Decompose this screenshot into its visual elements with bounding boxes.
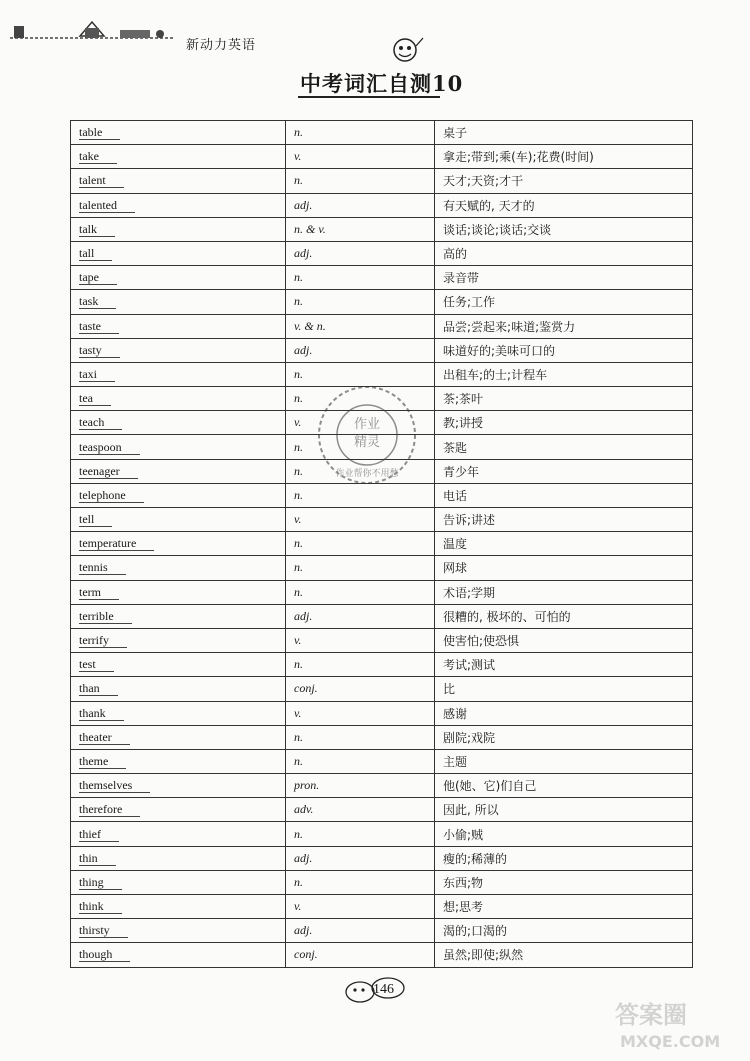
pos-cell: n. bbox=[286, 266, 435, 290]
stamp-middle-text: 精灵 bbox=[353, 435, 381, 450]
meaning-cell: 很糟的, 极坏的、可怕的 bbox=[435, 604, 693, 628]
word-cell bbox=[71, 145, 286, 169]
word-cell bbox=[71, 628, 286, 652]
word-cell bbox=[71, 749, 286, 773]
pos-cell: adj. bbox=[286, 604, 435, 628]
meaning-cell: 教;讲授 bbox=[435, 411, 693, 435]
pos-cell: n. bbox=[286, 653, 435, 677]
stamp-top-text: 作业 bbox=[353, 417, 381, 432]
word-text: take bbox=[79, 149, 117, 164]
vocab-row bbox=[71, 217, 693, 241]
pos-cell: adj. bbox=[286, 193, 435, 217]
word-cell bbox=[71, 387, 286, 411]
word-cell bbox=[71, 580, 286, 604]
pos-cell: v. bbox=[286, 628, 435, 652]
word-cell bbox=[71, 943, 286, 967]
vocab-row bbox=[71, 749, 693, 773]
meaning-cell: 桌子 bbox=[435, 121, 693, 145]
word-cell bbox=[71, 604, 286, 628]
meaning-cell: 剧院;戏院 bbox=[435, 725, 693, 749]
vocab-row bbox=[71, 798, 693, 822]
word-text: temperature bbox=[79, 536, 154, 551]
word-cell bbox=[71, 677, 286, 701]
word-cell bbox=[71, 725, 286, 749]
vocab-table bbox=[70, 120, 693, 968]
word-text: though bbox=[79, 947, 130, 962]
word-text: teenager bbox=[79, 464, 138, 479]
meaning-cell: 考试;测试 bbox=[435, 653, 693, 677]
word-cell bbox=[71, 483, 286, 507]
vocab-row bbox=[71, 701, 693, 725]
pos-cell: n. bbox=[286, 290, 435, 314]
pos-cell: n. & v. bbox=[286, 217, 435, 241]
vocab-row bbox=[71, 677, 693, 701]
word-cell bbox=[71, 314, 286, 338]
meaning-cell: 使害怕;使恐惧 bbox=[435, 628, 693, 652]
pos-cell: v. bbox=[286, 411, 435, 435]
pos-cell: v. bbox=[286, 508, 435, 532]
word-cell bbox=[71, 919, 286, 943]
word-cell bbox=[71, 459, 286, 483]
word-text: talented bbox=[79, 198, 135, 213]
site-watermark bbox=[610, 995, 750, 1055]
word-cell bbox=[71, 121, 286, 145]
meaning-cell: 茶匙 bbox=[435, 435, 693, 459]
word-text: telephone bbox=[79, 488, 144, 503]
word-text: teaspoon bbox=[79, 440, 140, 455]
word-cell bbox=[71, 556, 286, 580]
pos-cell: pron. bbox=[286, 774, 435, 798]
word-text: test bbox=[79, 657, 114, 672]
vocab-row bbox=[71, 169, 693, 193]
word-text: theme bbox=[79, 754, 126, 769]
pos-cell: adj. bbox=[286, 846, 435, 870]
pos-cell: n. bbox=[286, 121, 435, 145]
word-cell bbox=[71, 508, 286, 532]
word-text: terrify bbox=[79, 633, 127, 648]
pos-cell: adv. bbox=[286, 798, 435, 822]
meaning-cell: 天才;天资;才干 bbox=[435, 169, 693, 193]
word-cell bbox=[71, 169, 286, 193]
meaning-cell: 味道好的;美味可口的 bbox=[435, 338, 693, 362]
meaning-cell: 品尝;尝起来;味道;鉴赏力 bbox=[435, 314, 693, 338]
meaning-cell: 东西;物 bbox=[435, 870, 693, 894]
word-text: term bbox=[79, 585, 119, 600]
word-cell bbox=[71, 798, 286, 822]
word-text: talent bbox=[79, 173, 124, 188]
meaning-cell: 渴的;口渴的 bbox=[435, 919, 693, 943]
meaning-cell: 谈话;谈论;谈话;交谈 bbox=[435, 217, 693, 241]
word-cell bbox=[71, 266, 286, 290]
word-text: than bbox=[79, 681, 118, 696]
meaning-cell: 感谢 bbox=[435, 701, 693, 725]
word-cell bbox=[71, 895, 286, 919]
word-text: taste bbox=[79, 319, 119, 334]
pos-cell: n. bbox=[286, 556, 435, 580]
word-text: teach bbox=[79, 415, 122, 430]
meaning-cell: 青少年 bbox=[435, 459, 693, 483]
pos-cell: n. bbox=[286, 725, 435, 749]
vocab-row bbox=[71, 774, 693, 798]
vocab-row bbox=[71, 604, 693, 628]
vocab-row bbox=[71, 145, 693, 169]
word-text: talk bbox=[79, 222, 115, 237]
pos-cell: v. & n. bbox=[286, 314, 435, 338]
word-text: tape bbox=[79, 270, 117, 285]
stamp-ring-text: 作业帮你不用愁 bbox=[335, 469, 399, 479]
word-text: tasty bbox=[79, 343, 120, 358]
pos-cell: n. bbox=[286, 459, 435, 483]
word-cell bbox=[71, 435, 286, 459]
meaning-cell: 高的 bbox=[435, 241, 693, 265]
pos-cell: n. bbox=[286, 435, 435, 459]
watermark-url-text: MXQE.COM bbox=[620, 1032, 721, 1051]
pos-cell: conj. bbox=[286, 677, 435, 701]
watermark-cn-text: 答案圈 bbox=[615, 1001, 687, 1029]
vocab-row bbox=[71, 241, 693, 265]
word-text: tea bbox=[79, 391, 111, 406]
meaning-cell: 网球 bbox=[435, 556, 693, 580]
vocab-row bbox=[71, 895, 693, 919]
word-cell bbox=[71, 870, 286, 894]
pos-cell: adj. bbox=[286, 241, 435, 265]
meaning-cell: 电话 bbox=[435, 483, 693, 507]
vocab-row bbox=[71, 846, 693, 870]
word-text: tell bbox=[79, 512, 112, 527]
series-title: 新动力英语 bbox=[186, 38, 257, 53]
word-cell bbox=[71, 774, 286, 798]
word-cell bbox=[71, 217, 286, 241]
meaning-cell: 小偷;贼 bbox=[435, 822, 693, 846]
meaning-cell: 虽然;即使;纵然 bbox=[435, 943, 693, 967]
pos-cell: adj. bbox=[286, 338, 435, 362]
word-text: thin bbox=[79, 851, 116, 866]
pos-cell: n. bbox=[286, 362, 435, 386]
meaning-cell: 因此, 所以 bbox=[435, 798, 693, 822]
meaning-cell: 拿走;带到;乘(车);花费(时间) bbox=[435, 145, 693, 169]
vocab-row bbox=[71, 193, 693, 217]
word-cell bbox=[71, 532, 286, 556]
pos-cell: n. bbox=[286, 822, 435, 846]
word-cell bbox=[71, 846, 286, 870]
word-text: terrible bbox=[79, 609, 132, 624]
word-text: task bbox=[79, 294, 116, 309]
pos-cell: v. bbox=[286, 145, 435, 169]
vocab-row bbox=[71, 556, 693, 580]
vocab-row bbox=[71, 870, 693, 894]
word-cell bbox=[71, 193, 286, 217]
meaning-cell: 告诉;讲述 bbox=[435, 508, 693, 532]
word-cell bbox=[71, 822, 286, 846]
pos-cell: n. bbox=[286, 870, 435, 894]
meaning-cell: 温度 bbox=[435, 532, 693, 556]
vocab-row bbox=[71, 653, 693, 677]
meaning-cell: 术语;学期 bbox=[435, 580, 693, 604]
pos-cell: n. bbox=[286, 749, 435, 773]
meaning-cell: 他(她、它)们自己 bbox=[435, 774, 693, 798]
word-cell bbox=[71, 653, 286, 677]
word-cell bbox=[71, 701, 286, 725]
word-text: tennis bbox=[79, 560, 126, 575]
meaning-cell: 任务;工作 bbox=[435, 290, 693, 314]
pos-cell: conj. bbox=[286, 943, 435, 967]
pos-cell: n. bbox=[286, 387, 435, 411]
vocab-row bbox=[71, 580, 693, 604]
pos-cell: n. bbox=[286, 580, 435, 604]
pos-cell: v. bbox=[286, 895, 435, 919]
vocab-row bbox=[71, 532, 693, 556]
word-text: therefore bbox=[79, 802, 140, 817]
word-text: thing bbox=[79, 875, 122, 890]
vocab-row bbox=[71, 725, 693, 749]
meaning-cell: 主题 bbox=[435, 749, 693, 773]
meaning-cell: 想;思考 bbox=[435, 895, 693, 919]
word-text: taxi bbox=[79, 367, 115, 382]
word-text: tall bbox=[79, 246, 112, 261]
word-cell bbox=[71, 290, 286, 314]
meaning-cell: 录音带 bbox=[435, 266, 693, 290]
vocab-row bbox=[71, 919, 693, 943]
word-text: think bbox=[79, 899, 122, 914]
meaning-cell: 瘦的;稀薄的 bbox=[435, 846, 693, 870]
meaning-cell: 茶;茶叶 bbox=[435, 387, 693, 411]
word-cell bbox=[71, 362, 286, 386]
meaning-cell: 出租车;的士;计程车 bbox=[435, 362, 693, 386]
vocab-row bbox=[71, 943, 693, 967]
meaning-cell: 有天赋的, 天才的 bbox=[435, 193, 693, 217]
pos-cell: adj. bbox=[286, 919, 435, 943]
word-text: table bbox=[79, 125, 120, 140]
title-underline bbox=[298, 96, 440, 98]
word-text: thank bbox=[79, 706, 124, 721]
word-cell bbox=[71, 338, 286, 362]
pos-cell: n. bbox=[286, 532, 435, 556]
word-cell bbox=[71, 411, 286, 435]
vocab-row bbox=[71, 121, 693, 145]
vocab-row bbox=[71, 290, 693, 314]
pos-cell: n. bbox=[286, 169, 435, 193]
word-cell bbox=[71, 241, 286, 265]
header-decoration-icon bbox=[10, 14, 180, 48]
page-title: 中考词汇自测10 bbox=[300, 71, 464, 96]
word-text: thief bbox=[79, 827, 119, 842]
vocab-row bbox=[71, 822, 693, 846]
pos-cell: v. bbox=[286, 701, 435, 725]
vocab-row bbox=[71, 628, 693, 652]
vocab-row bbox=[71, 508, 693, 532]
header-banner bbox=[10, 14, 310, 53]
stamp-watermark bbox=[312, 380, 422, 490]
word-text: themselves bbox=[79, 778, 150, 793]
word-text: theater bbox=[79, 730, 130, 745]
vocab-row bbox=[71, 338, 693, 362]
vocab-row bbox=[71, 314, 693, 338]
meaning-cell: 比 bbox=[435, 677, 693, 701]
word-text: thirsty bbox=[79, 923, 128, 938]
pos-cell: n. bbox=[286, 483, 435, 507]
page-number: 146 bbox=[373, 982, 394, 997]
vocab-row bbox=[71, 266, 693, 290]
